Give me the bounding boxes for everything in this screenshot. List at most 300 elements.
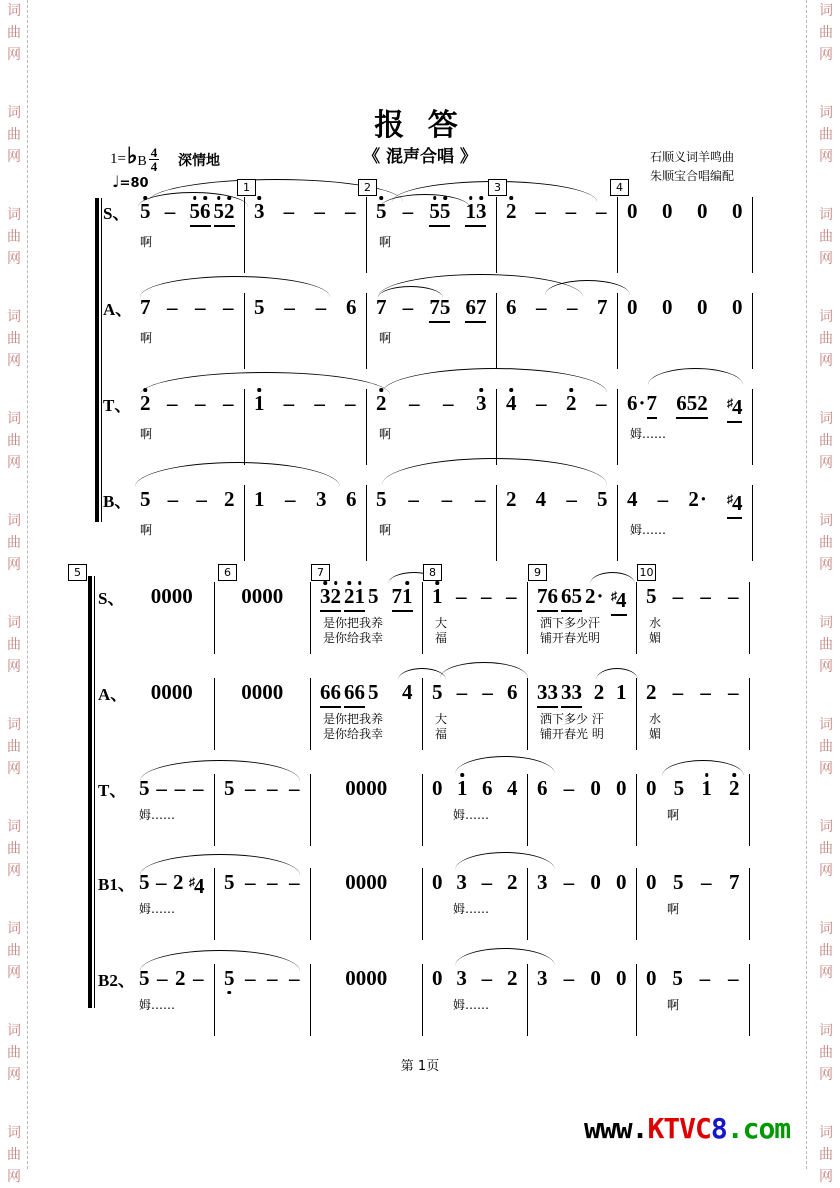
note-digit: 2	[585, 584, 596, 608]
tempo-marking	[112, 172, 149, 191]
watermark-char: 曲	[819, 841, 833, 857]
note-token	[432, 965, 443, 991]
lyric-line: 啊	[667, 902, 680, 916]
note-digit: 5	[439, 295, 451, 319]
note-digit: 5	[139, 776, 150, 800]
note-digit: 3	[571, 680, 582, 704]
note-digit: 5	[189, 199, 200, 223]
duration-dash: –	[289, 870, 300, 894]
note-digit: 5	[673, 870, 684, 894]
beam-group	[429, 294, 450, 323]
note-token	[465, 294, 486, 323]
note-digit: 2	[175, 966, 186, 990]
note-token	[506, 294, 517, 320]
watermark-char: 网	[819, 353, 833, 369]
note-digit: 0	[646, 966, 657, 990]
measure-number-box: 6	[218, 564, 237, 581]
note-token	[732, 294, 743, 320]
note-token	[457, 775, 468, 801]
voice-label: T、	[103, 396, 132, 415]
note-digit: 0	[432, 776, 443, 800]
song-title: 报 答	[374, 109, 466, 142]
note-digit: 6	[330, 680, 341, 704]
note-token	[254, 486, 265, 512]
note-digit: 5	[571, 584, 582, 608]
watermark-char: 曲	[7, 637, 21, 653]
duration-dash: –	[402, 199, 414, 223]
meter-bottom: 4	[150, 159, 158, 174]
lyric-line: 姆……	[139, 998, 176, 1012]
measure-notes	[618, 293, 752, 320]
beam-group	[320, 679, 341, 708]
duration-dash: –	[482, 680, 493, 704]
lyric-line: 啊	[140, 427, 153, 441]
slur-arc	[140, 760, 300, 781]
measure-cell	[215, 774, 311, 846]
duration-dash: –	[402, 295, 414, 319]
note-token	[195, 486, 208, 512]
measure-cell	[618, 293, 753, 369]
note-token	[535, 294, 548, 320]
note-token	[662, 198, 673, 224]
measure-cell	[637, 868, 750, 940]
note-token	[700, 869, 713, 895]
note-digit: 0	[262, 680, 273, 704]
slur-arc	[455, 852, 555, 870]
note-token	[627, 198, 638, 224]
note-digit: 6	[561, 584, 572, 608]
slur-arc	[596, 668, 638, 680]
measure-notes	[311, 774, 422, 801]
measure-cell	[497, 389, 618, 465]
site-watermark-segment: .com	[726, 1112, 791, 1145]
note-token	[646, 583, 657, 609]
slur-arc	[590, 572, 635, 584]
measure-cell	[423, 964, 528, 1036]
note-token	[402, 679, 413, 705]
note-digit: 7	[729, 870, 740, 894]
watermark-char: 词	[819, 921, 833, 937]
note-digit: 3	[475, 199, 487, 223]
lyric-line: 水	[649, 616, 662, 630]
note-token	[616, 869, 627, 895]
note-digit: 5	[646, 584, 657, 608]
note-token	[474, 486, 487, 512]
voice-row	[100, 197, 753, 273]
measure-number-box: 5	[68, 564, 87, 581]
note-digit: 3	[456, 870, 467, 894]
voice-label: A、	[103, 300, 133, 319]
note-digit: 1	[701, 776, 712, 800]
note-token	[616, 679, 627, 705]
duration-dash: –	[701, 870, 712, 894]
measure-cell	[637, 774, 750, 846]
note-token	[345, 775, 387, 801]
note-digit: 5	[368, 680, 379, 704]
note-token	[699, 679, 712, 705]
note-token	[727, 679, 740, 705]
note-token	[662, 294, 673, 320]
watermark-char: 网	[819, 455, 833, 471]
measure-notes	[245, 293, 366, 320]
watermark-char: 词	[7, 1125, 21, 1141]
duration-dash: –	[157, 966, 168, 990]
note-digit: 6	[676, 391, 687, 415]
note-digit: 0	[171, 680, 183, 704]
note-digit: 3	[537, 680, 548, 704]
note-digit: 0	[272, 584, 284, 608]
note-token	[456, 869, 467, 895]
note-token	[456, 679, 469, 705]
watermark-char: 词	[7, 3, 21, 19]
watermark-char: 曲	[7, 943, 21, 959]
note-token	[697, 294, 708, 320]
note-digit: 0	[345, 870, 356, 894]
note-token	[676, 390, 708, 419]
note-token	[729, 869, 740, 895]
watermark-column-left	[4, 0, 24, 1185]
measure-cell	[497, 197, 618, 273]
note-token	[407, 486, 420, 512]
lyric-line: 姆……	[630, 523, 667, 537]
voice-label: B2、	[98, 971, 135, 990]
note-token	[566, 390, 577, 416]
note-digit: ♯4	[726, 395, 743, 419]
voice-row	[95, 964, 750, 1036]
note-digit: 0	[262, 584, 273, 608]
lyric-line: 啊	[140, 523, 153, 537]
note-digit: ♯4	[189, 874, 205, 898]
voice-label: S、	[103, 204, 130, 223]
measure-number-box: 2	[358, 179, 377, 196]
lyric-line: 媚	[649, 631, 662, 645]
measure-cell	[618, 389, 753, 465]
duration-dash: –	[566, 487, 577, 511]
duration-dash: –	[195, 295, 206, 319]
beam-group	[727, 390, 743, 423]
measure-notes	[215, 678, 310, 705]
watermark-char: 词	[7, 1023, 21, 1039]
watermark-char: 曲	[7, 331, 21, 347]
measure-cell	[215, 582, 311, 654]
lyric-line: 是你给我幸	[323, 727, 384, 741]
duration-dash: –	[672, 584, 684, 608]
note-token	[140, 294, 151, 320]
note-digit: 5	[254, 295, 265, 319]
voice-row	[100, 485, 753, 561]
note-digit: 2	[173, 870, 184, 894]
note-token	[727, 486, 743, 519]
note-digit: 7	[391, 584, 402, 608]
lyric-line: 啊	[140, 331, 153, 345]
augmentation-dot: ·	[638, 391, 646, 415]
note-digit: 0	[697, 295, 708, 319]
note-token	[482, 775, 493, 801]
duration-dash: –	[563, 966, 575, 990]
note-digit: 5	[432, 680, 443, 704]
time-signature	[149, 146, 160, 173]
note-digit: 3	[561, 680, 572, 704]
voice-label: B、	[103, 492, 132, 511]
note-digit: 5	[439, 199, 451, 223]
slur-arc	[455, 948, 555, 966]
watermark-group	[7, 102, 21, 168]
note-digit: 2	[728, 776, 740, 800]
duration-dash: –	[283, 199, 295, 223]
slur-arc	[398, 668, 446, 680]
note-digit: 0	[615, 870, 627, 894]
beam-group	[676, 390, 708, 419]
measure-notes	[311, 868, 422, 895]
measure-notes	[423, 582, 527, 609]
watermark-char: 词	[819, 411, 833, 427]
lyric-line: 大	[435, 616, 448, 630]
watermark-char: 网	[819, 965, 833, 981]
watermark-char: 网	[7, 659, 21, 675]
note-digit: 0	[627, 295, 638, 319]
credit-line-1: 石顺义词羊鸣曲	[650, 150, 735, 164]
beam-group	[392, 583, 413, 612]
note-digit: 0	[161, 680, 172, 704]
watermark-group	[7, 918, 21, 984]
measure-cell	[311, 678, 423, 750]
watermark-char: 曲	[7, 535, 21, 551]
note-token	[140, 486, 151, 512]
measure-number-box: 3	[488, 179, 507, 196]
note-token	[537, 775, 548, 801]
note-token	[673, 869, 684, 895]
measure-cell	[245, 293, 367, 369]
watermark-group	[7, 1020, 21, 1086]
note-token	[563, 869, 576, 895]
note-token	[646, 775, 657, 801]
note-token	[507, 775, 518, 801]
duration-dash: –	[193, 966, 204, 990]
duration-dash: –	[314, 391, 325, 415]
note-digit: 0	[345, 966, 356, 990]
slur-arc	[140, 276, 330, 297]
note-digit: 4	[507, 776, 518, 800]
watermark-group	[7, 816, 21, 882]
watermark-group	[7, 0, 21, 66]
watermark-group	[7, 510, 21, 576]
note-token	[537, 679, 582, 708]
beam-group	[344, 583, 365, 612]
watermark-group	[819, 816, 833, 882]
watermark-char: 网	[819, 251, 833, 267]
lyric-line: 啊	[667, 998, 680, 1012]
duration-dash: –	[223, 295, 234, 319]
watermark-char: 网	[819, 557, 833, 573]
duration-dash: –	[284, 295, 295, 319]
watermark-char: 曲	[819, 637, 833, 653]
watermark-group	[7, 408, 21, 474]
note-digit: 4	[506, 391, 517, 415]
slur-arc	[662, 760, 744, 776]
beam-group	[647, 390, 658, 419]
note-digit: 0	[590, 966, 601, 990]
expression-marking: 深情地	[178, 153, 220, 169]
note-digit: 0	[355, 966, 367, 990]
duration-dash: –	[267, 870, 278, 894]
note-token	[392, 583, 413, 612]
measure-notes	[528, 868, 636, 895]
note-digit: 0	[355, 776, 367, 800]
note-token	[480, 583, 493, 609]
note-token	[455, 583, 468, 609]
duration-dash: –	[481, 584, 492, 608]
note-digit: 6	[506, 680, 518, 704]
note-digit: 6	[547, 584, 558, 608]
slur-arc	[440, 662, 528, 678]
page-number: 第 1页	[400, 1059, 440, 1074]
note-digit: 2	[330, 584, 341, 608]
duration-dash: –	[443, 391, 454, 415]
note-token	[537, 869, 548, 895]
watermark-char: 曲	[7, 1147, 21, 1163]
note-token	[674, 775, 685, 801]
watermark-char: 曲	[7, 841, 21, 857]
measure-notes	[637, 678, 749, 705]
measure-notes	[618, 485, 752, 519]
measure-cell	[311, 868, 423, 940]
watermark-char: 曲	[7, 25, 21, 41]
measure-cell	[528, 678, 637, 750]
lyric-line: 姆……	[453, 808, 490, 822]
watermark-char: 词	[819, 819, 833, 835]
watermark-char: 曲	[819, 25, 833, 41]
note-token	[465, 198, 486, 227]
note-digit: 0	[182, 584, 193, 608]
measure-notes	[423, 868, 527, 895]
duration-dash: –	[283, 391, 295, 415]
lyric-line: 是你把我养	[323, 712, 384, 726]
key-signature	[110, 142, 159, 174]
watermark-char: 词	[7, 717, 21, 733]
duration-dash: –	[267, 776, 278, 800]
note-digit: 3	[316, 487, 327, 511]
measure-cell	[367, 389, 497, 465]
watermark-char: 词	[819, 309, 833, 325]
duration-dash: –	[441, 487, 453, 511]
note-digit: 7	[429, 295, 440, 319]
note-digit: 0	[150, 680, 162, 704]
note-digit: 1	[402, 584, 413, 608]
note-token	[166, 294, 179, 320]
watermark-group	[819, 102, 833, 168]
note-token	[594, 679, 605, 705]
note-token	[151, 679, 193, 705]
note-token	[595, 390, 608, 416]
note-token	[316, 486, 327, 512]
watermark-group	[819, 510, 833, 576]
beam-group	[465, 198, 486, 227]
measure-cell	[215, 964, 311, 1036]
note-digit: 6	[627, 391, 638, 415]
note-digit: 2	[506, 487, 517, 511]
note-digit: 5	[140, 487, 151, 511]
watermark-char: 词	[819, 513, 833, 529]
measure-notes	[528, 964, 636, 991]
note-token	[727, 583, 740, 609]
note-digit: 0	[646, 776, 657, 800]
note-digit: 6	[482, 776, 493, 800]
watermark-group	[819, 306, 833, 372]
measure-cell	[637, 582, 750, 654]
note-token	[506, 390, 517, 416]
note-digit: 7	[376, 295, 387, 319]
measure-cell	[423, 678, 528, 750]
tempo-value: =80	[119, 176, 149, 191]
note-token	[627, 486, 638, 512]
note-digit: 0	[590, 870, 601, 894]
measure-notes	[618, 197, 752, 224]
duration-dash: –	[535, 199, 546, 223]
watermark-char: 网	[7, 455, 21, 471]
note-digit: 0	[662, 295, 673, 319]
note-token	[699, 965, 712, 991]
duration-dash: –	[245, 870, 256, 894]
note-digit: 2	[593, 680, 605, 704]
measure-notes	[423, 774, 527, 801]
measure-notes	[245, 485, 366, 512]
note-token	[688, 486, 708, 512]
measure-cell	[245, 485, 367, 561]
voice-row	[95, 868, 750, 940]
note-digit: 5	[429, 199, 440, 223]
watermark-char: 曲	[819, 1147, 833, 1163]
measure-notes	[637, 774, 749, 801]
beam-group	[537, 679, 558, 708]
watermark-group	[819, 204, 833, 270]
lyric-line: 啊	[667, 808, 680, 822]
lyric-line: 姆……	[139, 808, 176, 822]
duration-dash: –	[595, 199, 607, 223]
note-digit: 5	[368, 584, 379, 608]
lyric-line: 洒下多少汗	[540, 616, 601, 630]
note-digit: 0	[615, 776, 627, 800]
slur-arc	[455, 756, 555, 774]
duration-dash: –	[567, 295, 578, 319]
duration-dash: –	[481, 870, 493, 894]
measure-notes	[497, 389, 617, 416]
slur-arc	[382, 368, 607, 393]
note-token	[432, 869, 443, 895]
measure-cell	[528, 868, 637, 940]
duration-dash: –	[481, 966, 493, 990]
watermark-char: 词	[7, 309, 21, 325]
note-token	[283, 294, 296, 320]
watermark-group	[819, 612, 833, 678]
note-digit: 0	[615, 966, 627, 990]
note-digit: 2	[646, 680, 657, 704]
flat-icon: ♭	[126, 142, 138, 168]
note-token	[254, 294, 265, 320]
measure-notes	[311, 678, 422, 708]
note-digit: 1	[616, 680, 627, 704]
measure-cell	[423, 582, 528, 654]
measure-cell	[497, 485, 618, 561]
note-token	[456, 965, 467, 991]
note-digit: 0	[590, 776, 601, 800]
note-digit: 0	[366, 776, 377, 800]
note-token	[646, 965, 657, 991]
sharp-icon: ♯	[189, 875, 194, 889]
note-digit: 0	[732, 295, 743, 319]
duration-dash: –	[456, 584, 467, 608]
note-digit: 0	[272, 680, 284, 704]
duration-dash: –	[700, 584, 711, 608]
